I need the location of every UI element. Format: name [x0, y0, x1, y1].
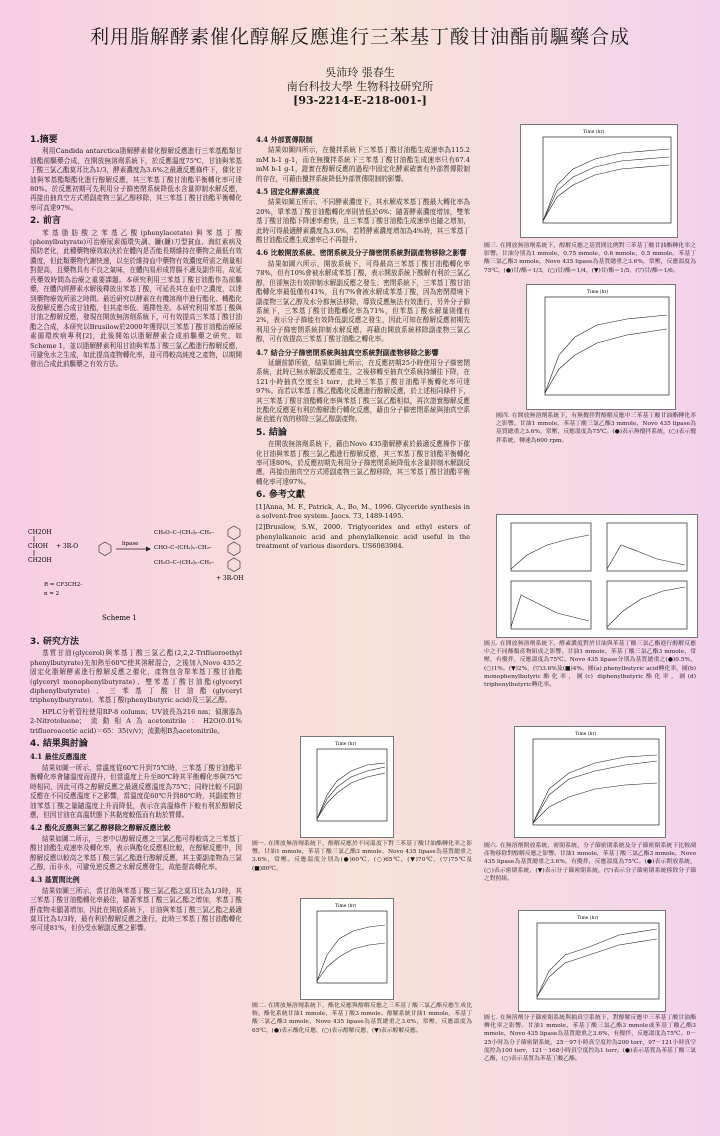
figure-4-caption: 圖四. 在開放無溶劑系統下，有無攪拌對醇解反應中三苯基丁酸甘油酯轉化率之影響。甘油1 mmole，苯基丁酸三氯乙酯3 mmole，Novo 435 lipase為基質總重之3.6%，常壓，反應溫度為75℃。(●)表示無攪拌系統，(○)表示攪拌系統，轉速為600 rpm。: [496, 413, 696, 444]
fig4-time-label: Time (hr): [587, 290, 609, 295]
section-4-2-text: 結果如圖二所示，三者中以醇解反應之三氯乙酯可得較高之三苯基丁酸甘油酯生成速率及轉化率，表示與酯化反應相比較，在醇解反應中，因醇解反應以較高之苯基丁酸三氯乙酯進行醇解反應，其主要副產物為三氯乙醇，而非水，可避免逆反應之水解反應發生，故能提高轉化率。: [30, 834, 242, 871]
fig6-time-label: Time (hr): [575, 732, 597, 737]
middle-column: [256, 132, 470, 554]
section-4-5-text: 結果如圖五所示，不同酵素濃度下，其水解成苯基丁酸最大轉化率為20%，單苯基丁酸甘油酯轉化率則皆低於6%；隨著酵素濃度增加，雙苯基丁酸甘油酯下降速率愈快，且三苯基丁酸甘油酯生成速率也隨之增加，此時可得最適酵素濃度為3.6%，若將酵素濃度增加為4%時，其三苯基丁酸甘油酯反應生成速率已不再提升。: [256, 198, 470, 245]
fig1-series-2: [317, 767, 385, 819]
section-4-4-heading: 4.4 外部質傳限制: [256, 135, 313, 144]
section-4-5-heading: 4.5 固定化酵素濃度: [256, 187, 320, 197]
section-4-7-heading: 4.7 結合分子篩密閉系統與抽真空系統對副產物移除之影響: [256, 347, 439, 357]
left-column-lower: [30, 634, 242, 936]
section-4-6-heading: 4.6 比較開放系統、密閉系統及分子篩密閉系統對副產物移除之影響: [256, 248, 467, 258]
figure-4: [526, 284, 676, 410]
fig3-time-label: Time (hr): [583, 130, 605, 135]
svg-text:CH₂O–C–(CH₂)ₙ–CH₂–: CH₂O–C–(CH₂)ₙ–CH₂–: [154, 560, 215, 566]
fig7-series-1: [537, 929, 657, 997]
scheme-label: Scheme 1: [102, 614, 137, 622]
fig7-time-label: Time (hr): [577, 916, 599, 921]
section-4-7-text: 延續前節所敘，結果如圖七所示，在反應初期25小時使用分子篩密閉系統，此時已無水解副反應產生，之後移轉至抽真空系統持續往下降，在121小時抽真空度至1 torr，此時三苯基丁酸甘油酯平衡轉化率可達97%。而若以苯基丁酸乙酯酯化反應進行醇解反應，於上述相同條件下，其三苯基丁酸甘油酯轉化率與苯基丁酸三氯乙酯相似，再次證實醇解反應比酯化反應更有利於醇解進行轉化反應，藉由分子篩密閉系統與抽真空系統也能有效的移除三氯乙醇副產物。: [256, 358, 470, 424]
fig5-panel-b: [607, 523, 687, 571]
section-4-3-text: 結果如圖三所示，當甘油與苯基丁酸三氯乙酯之莫耳比為1/3時，其三苯基丁酸甘油酯轉化率最佳，隨著苯基丁酸三氯乙酯之增加，苯基丁酸酐產物未顯著增加，因此在開放系統下，甘油與苯基丁酸三氯乙酯之最適莫耳比為1/3時，最有利於醇解反應之進行，此時三苯基丁酸甘油酯轉化率可達81%，但仍受水解副反應之影響。: [30, 886, 242, 933]
fig4-series-1: [545, 315, 667, 393]
figure-5-caption: 圖五. 在開放無溶劑系統下，酵素濃度對於甘油與苯基丁酸三氯乙酯進行醇解反應中之不同酯類產物組成之影響。甘油1 mmole，苯基丁酸三氯乙酯3 mmole，常壓，有攪拌，反應溫度為75℃。Novo 435 lipase分別為基質總重之(●)0.5%，(○)1%，(▼)2%，(▽)3.6%及(■)4%。圖(a) phenylbutyric acid轉化率，圖(b) monophenylbutyric酯化率，圖(c) diphenylbutyric酯化率，圖(d) triphenylbutyric轉化率。: [484, 641, 696, 689]
authors: 吳沛玲 張春生: [325, 66, 395, 79]
fig4-series-2: [545, 329, 667, 393]
svg-text:CH₂O–C–(CH₂)ₙ–CH₂–: CH₂O–C–(CH₂)ₙ–CH₂–: [154, 530, 215, 536]
methods-text-1: 基質甘油(glycerol)與苯基丁酸三氯乙酯(2,2,2-Trifluoroethyl phenylbutyrate)先加熱至60℃使其溶解混合，之後加入Novo 435之固定化脂解酵素進行醇解反應之催化，產物包含單苯基丁酸甘油酯(glyceryl monophenylbutyrate)、雙苯基丁酸甘油酯(glyceryl diphenylbutyrate)、三苯基丁酸甘油酯(glyceryl triphenylbutyrate)、苯基丁酸(phenylbutyric acid)及三氯乙醇。: [30, 649, 242, 705]
methods-text-2: HPLC分析管柱使用RP-8 column；UV波長為216 nm；偵測器為2-Nitrotoluene；流動相A為acetonitrile：H2O(0.01% trifluoroacetic acid)＝65：35(v/v)；流動相B為acetonitrile。: [30, 707, 242, 735]
fig5-panel-a: [511, 523, 591, 571]
figure-1: [300, 736, 394, 838]
scheme-r: R = CF3CH2-: [44, 582, 83, 588]
section-4-6-text: 結果如圖六所示，開放系統下，可得最高三苯基丁酸甘油酯轉化率78%，但有10%會被水解成苯基丁酸，表示開放系統下酸解有利於三氯乙醇，但卻無法有效抑制水解副反應之發生；密閉系統下，三苯基丁酸甘油酯轉化率最低僅有41%，且有7%會被水解成苯基丁酸，因為密閉環境下副產物三氯乙醇及水分都無法移除，導致反應無法有效進行，另外分子篩系統下，三苯基丁酸甘油酯轉化率為71%，但苯基丁酸水解量則僅有2%，表示分子篩能有效降低副反應之發生，因此可知在醇解反應初期先利用分子篩密閉系統抑制水解反應，再藉由開放系統移除副產物三氯乙醇，可有效提高三苯基丁酸甘油酯之轉化率。: [256, 259, 470, 344]
fig2-time-label: Time (hr): [335, 904, 357, 909]
reaction-scheme: [24, 522, 250, 630]
fig1-series-1: [317, 763, 385, 819]
figure-3-caption: 圖三. 在開放無溶劑系統下，醇解反應之基質間比例對三苯基丁酸甘油酯轉化率之影響。甘油分別為1 mmole，0.75 mmole，0.6 mmole，0.5 mmole。苯基丁酸三氯乙酯3 mmole，Novo 435 lipase為基質總重之3.6%，常壓，反應溫度為75℃。(●)甘/酯＝1/3，(○)甘/酯＝1/4，(▼)甘/酯＝1/5，(▽)甘/酯＝1/6。: [484, 243, 696, 274]
affiliation: 南台科技大學 生物科技研究所: [286, 80, 434, 93]
author-block: [0, 66, 720, 108]
figure-2-caption: 圖二. 在開放無溶劑系統下，酯化反應與醇解反應之三苯基丁酸三氯乙酯反應生成比較。酯化系統甘油1 mmole，苯基丁酸3 mmole。醇解系統甘油1 mmole，苯基丁酸三氯乙酯3 mmole，Novo 435 lipase為基質總重之3.6%，常壓，反應溫度為65℃。(●)表示酯化反應，(○)表示醇解反應，(▼)表示醇解反應。: [252, 1003, 472, 1034]
fig3-series-1: [543, 149, 669, 221]
reference-2: [2]Brusilow, S.W., 2000. Triglycerides and ethyl esters of phenylalkanoic acid and phenylalkenoic acid useful in the treatment of various disorders. US6083984.: [256, 523, 470, 551]
left-column: [30, 132, 242, 372]
figure-7-caption: 圖七. 在無溶劑分子篩密閉系統與抽真空系統下，對醇解反應中三苯基丁酸甘油酯轉化率之影響。甘油1 mmole，苯基丁酸三氯乙酯3 mmole或苯基丁酸乙酯3 mmole，Novo 435 lipase為基質總重之3.6%，有攪拌，反應溫度為75℃。0－25小時為分子篩密閉系統，25－97小時真空度控為200 torr，97－121小時真空度控為100 torr，121－168小時真空度控為1 torr。(●)表示基質為苯基丁酸三氯乙酯，(○)表示基質為苯基丁酸乙酯。: [484, 1015, 696, 1063]
intro-text: 苯基脂肪酸之苯基乙酸(phenylacetate)與苯基丁酸(phenylbutyrate)可治療尿素循環失調、鐮(鐮)刀型貧血、海紅素病及預防老化，此種藥物療效取決於在體內是否能長期維持在藥物之最低有效濃度，但此類藥物代謝快速，以至於維持血中藥物有效濃度所需之劑量相對提高，且藥物具有不良之氣味，在體內易形成胃腸不適及副作用，故延長藥效時間為治療之重要課題。本研究利用三苯基丁酸甘油酯作為前驅藥，在體內經酵素水解後釋放出苯基丁酸，可延長其在血中之濃度，以達到藥物療效所需之時間。最近研究以酵素在有機溶劑中進行酯化、轉酯化及醇解反應合成甘油酯，但其產率低、選擇性差。本研究利用苯基丁酸與甘油之醇解反應，發現在開放無溶劑系統下，可有效提高三苯基丁酸甘油酯之合成，本研究以Brusilow於2000年獲得以三苯基丁酸甘油酯治療尿素循環疾病專利[2]，此後開始以脂解酵素合成前驅藥之研究，如Scheme 1，並以脂解酵素利用甘油與苯基丁酸三氯乙酯進行醇解反應，可避免水之生成，如此提高產物轉化率，並可得較高純度之產物，以期開發出合成此前驅藥之有效方法。: [30, 228, 242, 369]
fig7-series-2: [537, 939, 657, 997]
reactant-a: CH2OH: [28, 529, 52, 536]
figure-6: [514, 726, 666, 838]
reactant-b: CHOH: [28, 543, 48, 550]
fig5-panel-c: [511, 581, 591, 629]
project-code: [93-2214-E-218-001-]: [293, 94, 427, 107]
fig2-series-2: [317, 943, 385, 981]
svg-text:CHO–C–(CH₂)ₙ–CH₂–: CHO–C–(CH₂)ₙ–CH₂–: [154, 545, 212, 551]
figure-1-caption: 圖一. 在開放無溶劑系統下，醇解反應於不同溫度下對三苯基丁酸甘油酯轉化率之影響。甘油1 mmole，苯基丁酸三氯乙酯3 mmole，Novo 435 lipase為基質總重之3.6%，常壓。反應溫度分別為(●)60℃，(○)65℃，(▼)70℃，(▽)75℃及(■)80℃。: [252, 841, 472, 872]
section-4-1-text: 結果如圖一所示，當溫度從60℃升到75℃時，三苯基丁酸甘油酯平衡轉化率會隨溫度而提升，但當溫度上升至80℃時其平衡轉化率與75℃時相同，因此可得之醇解反應之最適反應溫度為75℃；同時比較不同副反應在不同反應溫度下之影響，當溫度從60℃升到80℃時，其副產物甘油苯基丁酸之量隨溫度上升而降低，表示在高溫條件下較有利於醇解反應，但因甘油在高溫狀態下其黏度較低而有助於質傳。: [30, 763, 242, 819]
reference-1: [1]Anna, M. F., Patrick, A., Bo, M., 1996. Glyceride synthesis in a solvent-free system. Jaocs. 73, 1489-1495.: [256, 502, 470, 521]
fig1-series-3: [317, 773, 385, 819]
section-4-3-heading: 4.3 基質間比例: [30, 875, 80, 885]
figure-6-caption: 圖六. 在無溶劑開放系統、密閉系統、分子篩密閉系統及分子篩密閉系統下比較副產物移除對醇解反應之影響。甘油1 mmole，苯基丁酸三氯乙酯3 mmole，Novo 435 lipase為基質總重之3.6%，有攪拌，反應溫度為75℃。(●)表示開放系統，(○)表示密閉系統，(▼)表示分子篩密閉系統，(▽)表示分子篩密閉系統移除分子篩之對照組。: [484, 843, 696, 882]
fig3-series-3: [543, 165, 669, 221]
intro-heading: 2. 前言: [30, 216, 61, 227]
conclusion-heading: 5. 結論: [256, 427, 287, 438]
results-heading: 4. 結果與討論: [30, 739, 88, 750]
fig5-panel-d: [607, 581, 687, 629]
fig6-series-3: [533, 761, 657, 823]
methods-heading: 3. 研究方法: [30, 637, 79, 647]
section-4-1-heading: 4.1 最佳反應溫度: [30, 752, 87, 762]
scheme-n: n = 2: [44, 591, 60, 597]
ring-1: [99, 542, 111, 556]
fig6-series-2: [533, 783, 657, 823]
figure-3: [520, 124, 678, 238]
abstract-heading: 1.摘要: [30, 135, 58, 145]
figure-5: [496, 514, 698, 638]
conclusion-text: 在開放無溶劑系統下，藉由Novo 435脂解酵素於最適反應操作下催化甘油與苯基丁酸三氯乙酯進行醇解反應，其三苯基丁酸甘油酯平衡轉化率可達80%，於反應初期先利用分子篩密閉系統降低水含量抑制水解副反應，再接由抽真空方式將副產物三氯乙醇移除，其三苯基丁酸甘油酯平衡轉化率可達97%。: [256, 440, 470, 486]
abstract-text: 利用Candida antarctica脂解酵素催化醇解反應進行三苯基酯類甘油酯前驅藥合成，在開放無溶劑系統下，於反應溫度75℃，甘油與苯基丁酸三氯乙酯莫耳比為1/3，酵素濃度為3.6%之最適反應條件下，催化甘油與苯基酯類酯化進行醇解反應，其三苯基丁酸甘油酯平衡轉化率可達80%。於反應初期可先利用分子篩密閉系統降低水含量抑制水解反應，再接由抽真空方式將副產物三氯乙醇移除，其三苯基丁酸甘油酯平衡轉化率可高達97%。: [30, 147, 242, 212]
scheme-plus-1: + 3R-O: [56, 543, 79, 550]
reactant-c: CH2OH: [28, 557, 52, 564]
section-4-2-heading: 4.2 酯化反應與三氯乙醇移除之醇解反應比較: [30, 823, 171, 833]
section-4-4-text: 結果如圖四所示，在攪拌系統下三苯基丁酸甘油酯生成速率為115.2 mM h-1 g-1，而在無攪拌系統下三苯基丁酸甘油酯生成速率只有67.4 mM h-1 g-1，證實在醇解反應的過程中固定化酵素確實有外部質傳限制的存在，可藉由攪拌系統降低外部質傳限制的影響。: [256, 146, 470, 183]
references-heading: 6. 參考文獻: [256, 490, 305, 501]
scheme-enzyme: lipase: [122, 541, 139, 547]
fig1-time-label: Time (hr): [335, 742, 357, 747]
figure-2: [300, 898, 394, 1000]
fig2-series-1: [317, 925, 385, 981]
figure-7: [518, 910, 666, 1012]
scheme-plus-2: + 3R-OH: [216, 575, 244, 582]
poster-title: 利用脂解酵素催化醇解反應進行三苯基丁酸甘油酯前驅藥合成: [89, 26, 630, 48]
